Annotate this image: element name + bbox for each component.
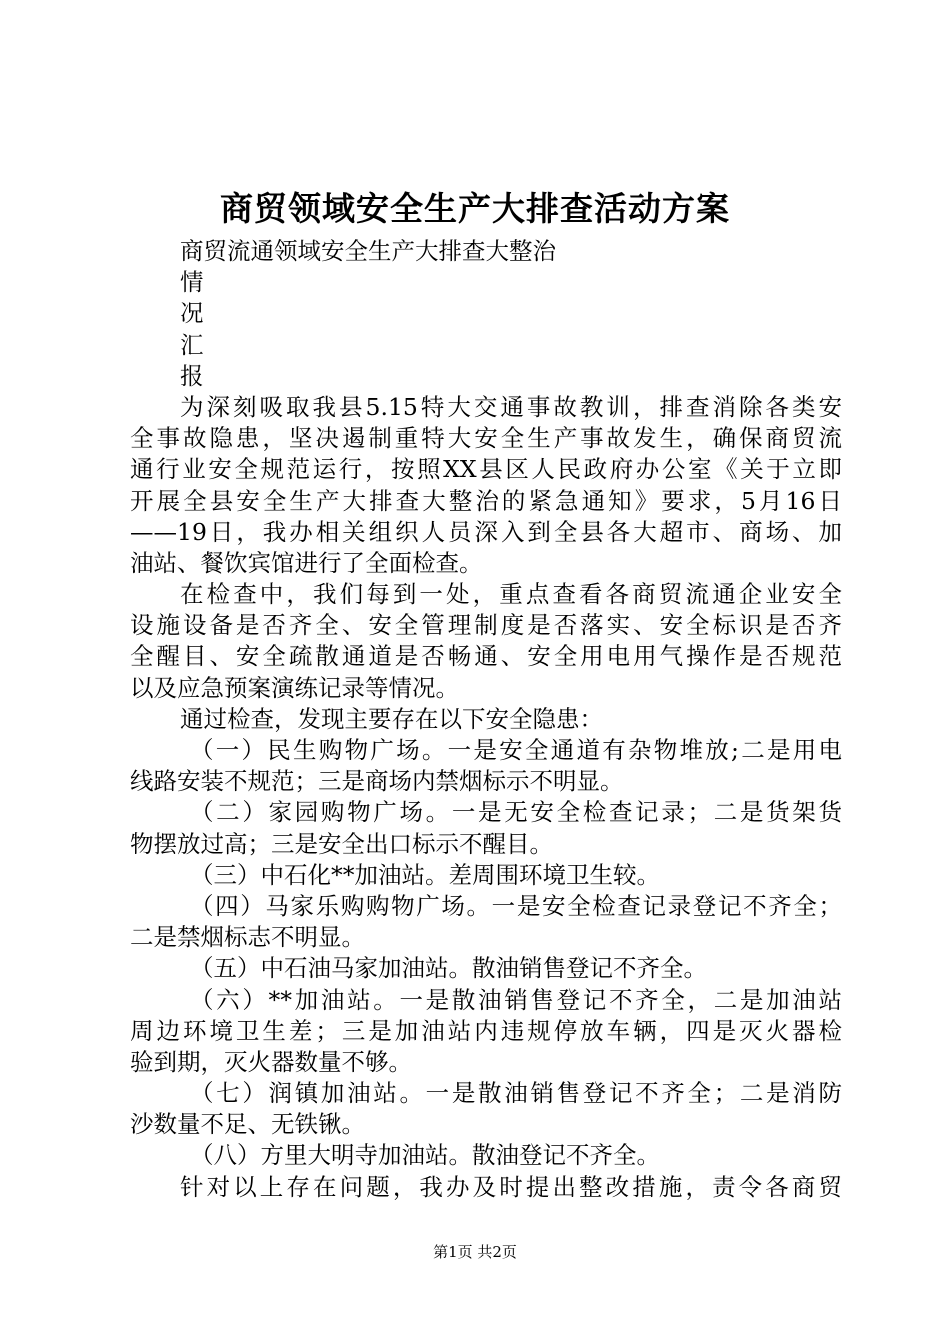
body-text-line: 为深刻吸取我县5.15特大交通事故教训，排查消除各类安: [180, 392, 842, 421]
body-text-line: 开展全县安全生产大排查大整治的紧急通知》要求，5月16日: [130, 486, 842, 515]
body-text-line: （一）民生购物广场。一是安全通道有杂物堆放;二是用电: [190, 736, 842, 764]
body-text-line: 沙数量不足、无铁锹。: [130, 1110, 365, 1139]
subtitle-line: 情: [180, 268, 204, 297]
document-body: [130, 236, 842, 1203]
body-text-line: 油站、餐饮宾馆进行了全面检查。: [130, 548, 483, 577]
body-text-line: （七）润镇加油站。一是散油销售登记不齐全；二是消防: [190, 1079, 842, 1108]
body-text-line: 物摆放过高；三是安全出口标示不醒目。: [130, 829, 553, 858]
body-text-line: （三）中石化**加油站。差周围环境卫生较。: [190, 860, 660, 889]
body-text-line: 以及应急预案演练记录等情况。: [130, 673, 459, 702]
paragraph-lines: [130, 392, 842, 1203]
body-text-line: 验到期，灭火器数量不够。: [130, 1047, 412, 1076]
body-text-line: 设施设备是否齐全、安全管理制度是否落实、安全标识是否齐: [130, 611, 842, 640]
subtitle-line: 商贸流通领域安全生产大排查大整治: [180, 237, 556, 265]
body-text-line: 通行业安全规范运行，按照XX县区人民政府办公室《关于立即: [130, 455, 842, 484]
body-text-line: 周边环境卫生差；三是加油站内违规停放车辆，四是灭火器检: [130, 1016, 842, 1045]
body-text-line: 针对以上存在问题，我办及时提出整改措施，责令各商贸: [180, 1172, 842, 1201]
subtitle-line: 汇: [180, 330, 204, 359]
body-text-line: 在检查中，我们每到一处，重点查看各商贸流通企业安全: [180, 580, 842, 609]
page-footer: 第1页 共2页: [433, 1243, 517, 1261]
body-text-line: （二）家园购物广场。一是无安全检查记录；二是货架货: [190, 798, 842, 827]
body-text-line: 二是禁烟标志不明显。: [130, 923, 365, 952]
subtitle-line: 况: [180, 299, 204, 328]
body-text-line: （五）中石油马家加油站。散油销售登记不齐全。: [190, 954, 707, 983]
body-text-line: （八）方里大明寺加油站。散油登记不齐全。: [190, 1141, 660, 1170]
body-text-line: （四）马家乐购购物广场。一是安全检查记录登记不齐全；: [190, 891, 842, 920]
body-text-line: 全醒目、安全疏散通道是否畅通、安全用电用气操作是否规范: [130, 642, 842, 671]
document-title: 商贸领域安全生产大排查活动方案: [220, 189, 730, 228]
subtitle-line: 报: [180, 361, 204, 390]
body-text-line: 通过检查，发现主要存在以下安全隐患：: [180, 704, 603, 733]
body-text-line: 线路安装不规范；三是商场内禁烟标示不明显。: [130, 767, 624, 796]
body-text-line: ——19日，我办相关组织人员深入到全县各大超市、商场、加: [130, 517, 842, 546]
body-text-line: （六）**加油站。一是散油销售登记不齐全，二是加油站: [190, 985, 842, 1014]
body-text-line: 全事故隐患，坚决遏制重特大安全生产事故发生，确保商贸流: [130, 424, 842, 453]
